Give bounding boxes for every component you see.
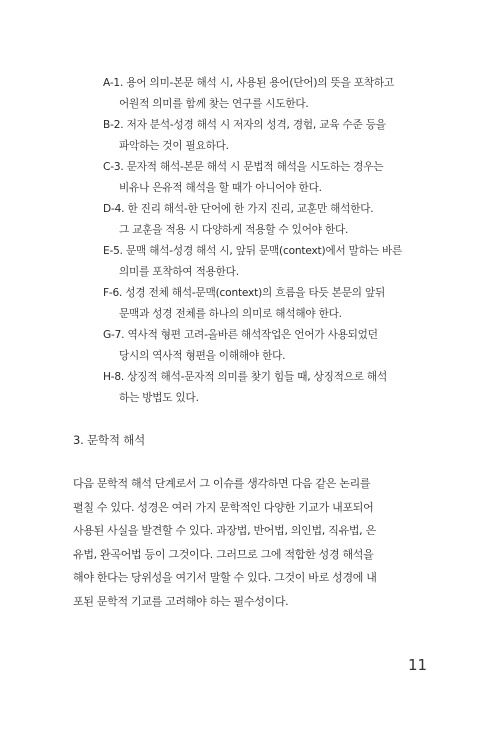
body-line: 펼칠 수 있다. 성경은 여러 가지 문학적인 다양한 기교가 내포되어 xyxy=(73,500,374,514)
list-item-line: A-1. 용어 의미-본문 해석 시, 사용된 용어(단어)의 뜻을 포착하고 xyxy=(103,77,394,89)
list-item xyxy=(103,115,433,157)
list-item-line-continued: 어원적 의미를 함께 찾는 연구를 시도한다. xyxy=(119,98,309,110)
list-item xyxy=(103,199,433,241)
list-item-line: D-4. 한 진리 해석-한 단어에 한 가지 진리, 교훈만 해석한다. xyxy=(103,203,374,215)
interpretation-principles-list xyxy=(103,73,433,409)
list-item-line-continued: 문맥과 성경 전체를 하나의 의미로 해석해야 한다. xyxy=(119,308,342,320)
list-item-line: H-8. 상징적 해석-문자적 의미를 찾기 힘들 때, 상징적으로 해석 xyxy=(103,371,387,383)
body-paragraph xyxy=(73,472,433,613)
section-title: 3. 문학적 해석 xyxy=(73,433,146,447)
list-item xyxy=(103,157,433,199)
list-item xyxy=(103,325,433,367)
list-item-line-continued: 의미를 포착하여 적용한다. xyxy=(119,266,239,278)
body-line: 유법, 완곡어법 등이 그것이다. 그러므로 그에 적합한 성경 해석을 xyxy=(73,547,374,561)
list-item-line: B-2. 저자 분석-성경 해석 시 저자의 성격, 경험, 교육 수준 등을 xyxy=(103,119,386,131)
list-item xyxy=(103,73,433,115)
body-line: 해야 한다는 당위성을 여기서 말할 수 있다. 그것이 바로 성경에 내 xyxy=(73,571,377,584)
list-item xyxy=(103,241,433,283)
list-item-line-continued: 그 교훈을 적용 시 다양하게 적용할 수 있어야 한다. xyxy=(119,224,349,236)
page-number: 11 xyxy=(408,656,428,674)
list-item-line: C-3. 문자적 해석-본문 해석 시 문법적 해석을 시도하는 경우는 xyxy=(103,161,384,173)
list-item-line-continued: 하는 방법도 있다. xyxy=(119,392,199,404)
list-item-line: F-6. 성경 전체 해석-문맥(context)의 흐름을 타듯 본문의 앞뒤 xyxy=(103,287,386,299)
list-item xyxy=(103,283,433,325)
body-line: 포된 문학적 기교를 고려해야 하는 필수성이다. xyxy=(73,594,289,608)
list-item-line: E-5. 문맥 해석-성경 해석 시, 앞뒤 문맥(context)에서 말하는 바른 xyxy=(103,245,403,257)
list-item-line-continued: 비유나 은유적 해석을 할 때가 아니어야 한다. xyxy=(119,182,322,194)
body-line: 사용된 사실을 발견할 수 있다. 과장법, 반어법, 의인법, 직유법, 은 xyxy=(73,524,376,537)
list-item-line: G-7. 역사적 형편 고려-올바른 해석작업은 언어가 사용되었던 xyxy=(103,329,378,341)
body-line: 다음 문학적 해석 단계로서 그 이슈를 생각하면 다음 같은 논리를 xyxy=(73,477,371,490)
list-item-line-continued: 파악하는 것이 필요하다. xyxy=(119,140,229,152)
list-item-line-continued: 당시의 역사적 형편을 이해해야 한다. xyxy=(119,350,286,362)
list-item xyxy=(103,367,433,409)
